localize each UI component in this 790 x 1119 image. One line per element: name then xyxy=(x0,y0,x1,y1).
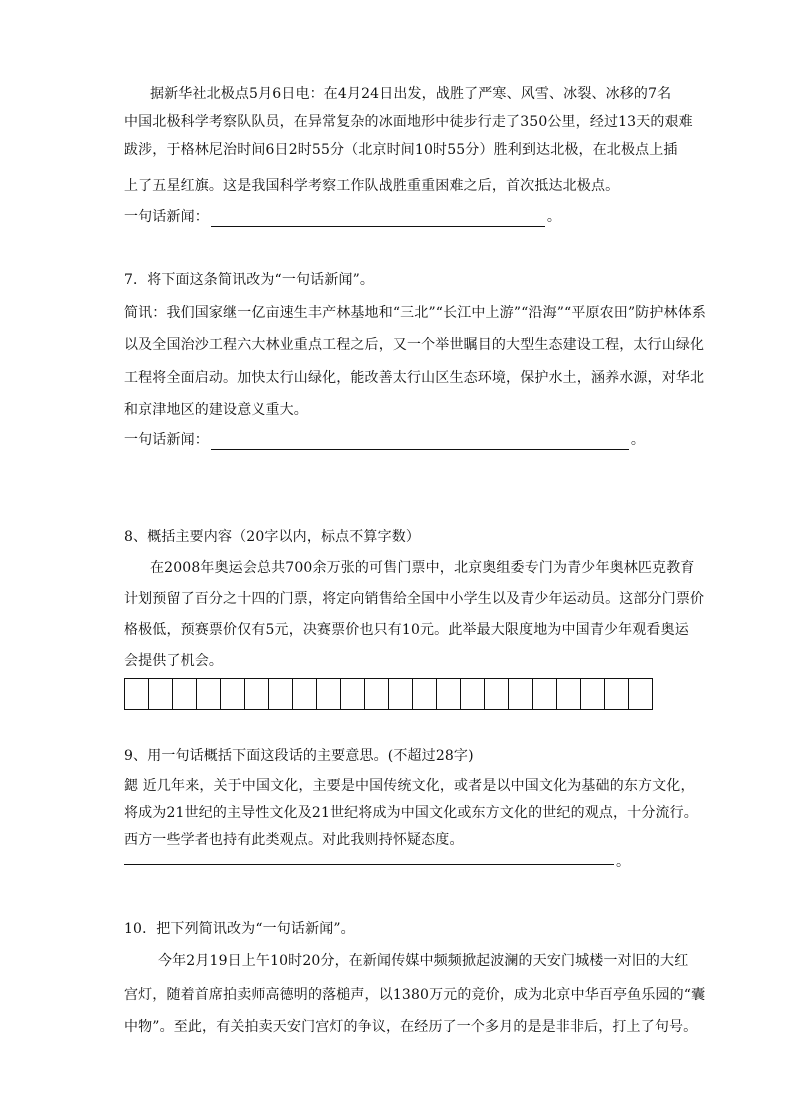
answer-grid-cell[interactable] xyxy=(581,679,605,709)
answer-grid-cell[interactable] xyxy=(437,679,461,709)
q6-answer-blank[interactable] xyxy=(211,212,545,227)
answer-grid-cell[interactable] xyxy=(269,679,293,709)
answer-grid-cell[interactable] xyxy=(605,679,629,709)
q8-line-4: 会提供了机会。 xyxy=(124,653,224,669)
q6-answer-label: 一句话新闻： xyxy=(124,209,209,225)
answer-grid-cell[interactable] xyxy=(413,679,437,709)
q7-answer-row xyxy=(124,430,645,450)
q6-answer-end: 。 xyxy=(546,209,562,225)
q7-answer-blank[interactable] xyxy=(211,435,629,450)
q7-line-4: 和京津地区的建设意义重大。 xyxy=(124,402,308,418)
q10-line-1: 今年2月19日上午10时20分，在新闻传媒中频频掀起波澜的天安门城楼一对旧的大红 xyxy=(158,953,689,969)
answer-grid-cell[interactable] xyxy=(509,679,533,709)
q8-answer-grid[interactable] xyxy=(124,678,653,710)
q9-answer-end: 。 xyxy=(616,854,630,870)
answer-grid-cell[interactable] xyxy=(461,679,485,709)
answer-grid-cell[interactable] xyxy=(341,679,365,709)
q6-answer-row xyxy=(124,207,561,227)
q6-line-3: 跋涉，于格林尼治时间6日2时55分（北京时间10时55分）胜利到达北极，在北极点上插 xyxy=(124,142,678,158)
q9-answer-blank[interactable] xyxy=(124,864,614,865)
answer-grid-cell[interactable] xyxy=(197,679,221,709)
q7-line-3: 工程将全面启动。加快太行山绿化，能改善太行山区生态环境，保护水土，涵养水源，对华北 xyxy=(124,370,705,386)
q7-answer-label: 一句话新闻： xyxy=(124,432,209,448)
q10-title: 10．把下列简讯改为“一句话新闻”。 xyxy=(124,921,355,937)
answer-grid-cell[interactable] xyxy=(365,679,389,709)
q7-title: 7．将下面这条简讯改为“一句话新闻”。 xyxy=(124,272,375,288)
q6-line-2: 中国北极科学考察队队员，在异常复杂的冰面地形中徒步行走了350公里，经过13天的艰难 xyxy=(124,114,693,130)
q9-line-2: 将成为21世纪的主导性文化及21世纪将成为中国文化或东方文化的世纪的观点，十分流行。 xyxy=(124,805,698,821)
q9-title: 9、用一句话概括下面这段话的主要意思。(不超过28字) xyxy=(124,748,474,764)
q8-line-2: 计划预留了百分之十四的门票，将定向销售给全国中小学生以及青少年运动员。这部分门票价 xyxy=(124,591,705,607)
answer-grid-cell[interactable] xyxy=(245,679,269,709)
q6-line-1: 据新华社北极点5月6日电：在4月24日出发，战胜了严寒、风雪、冰裂、冰移的7名 xyxy=(150,86,672,102)
q6-line-4: 上了五星红旗。这是我国科学考察工作队战胜重重困难之后，首次抵达北极点。 xyxy=(124,178,620,194)
q10-line-2: 宫灯，随着首席拍卖师高德明的落槌声，以1380万元的竞价，成为北京中华百亭鱼乐园的“囊 xyxy=(124,987,706,1003)
q9-line-1: 鍶 近几年来，关于中国文化，主要是中国传统文化，或者是以中国文化为基础的东方文化， xyxy=(124,778,695,794)
q9-line-3: 西方一些学者也持有此类观点。对此我则持怀疑态度。 xyxy=(124,832,464,848)
answer-grid-cell[interactable] xyxy=(173,679,197,709)
answer-grid-cell[interactable] xyxy=(149,679,173,709)
answer-grid-cell[interactable] xyxy=(485,679,509,709)
answer-grid-cell[interactable] xyxy=(389,679,413,709)
q10-line-3: 中物”。至此，有关拍卖天安门宫灯的争议，在经历了一个多月的是是非非后，打上了句号。 xyxy=(124,1019,698,1035)
q7-line-2: 以及全国治沙工程六大林业重点工程之后，又一个举世瞩目的大型生态建设工程，太行山绿化 xyxy=(124,337,705,353)
answer-grid-cell[interactable] xyxy=(533,679,557,709)
q8-line-1: 在2008年奥运会总共700余万张的可售门票中，北京奥组委专门为青少年奥林匹克教育 xyxy=(150,560,695,576)
answer-grid-cell[interactable] xyxy=(221,679,245,709)
q7-line-1: 简讯：我们国家继一亿亩速生丰产林基地和“三北”“长江中上游”“沿海”“平原农田”防护林体系 xyxy=(124,305,707,321)
answer-grid-cell[interactable] xyxy=(293,679,317,709)
answer-grid-cell[interactable] xyxy=(317,679,341,709)
q8-title: 8、概括主要内容（20字以内，标点不算字数） xyxy=(124,529,421,545)
answer-grid-cell[interactable] xyxy=(557,679,581,709)
answer-grid-cell[interactable] xyxy=(629,679,653,709)
q8-line-3: 格极低，预赛票价仅有5元，决赛票价也只有10元。此举最大限度地为中国青少年观看奥运 xyxy=(124,622,689,638)
q7-answer-end: 。 xyxy=(630,432,646,448)
answer-grid-cell[interactable] xyxy=(125,679,149,709)
